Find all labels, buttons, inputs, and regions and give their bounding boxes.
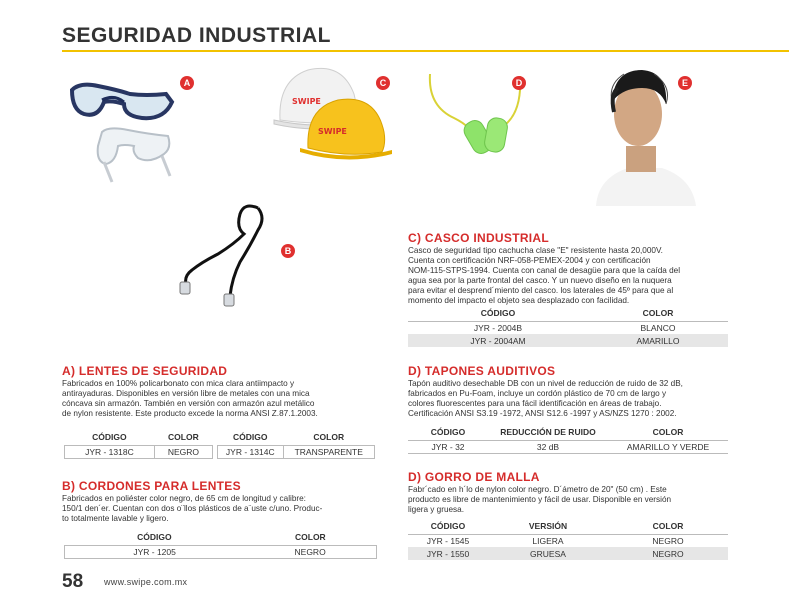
cell-code: JYR - 32 [408,440,488,453]
cell-version: GRUESA [488,547,608,560]
hardhats-image [272,60,397,165]
badge-b: B [281,244,295,258]
text-line: Fabricados en poliéster color negro, de 65 cm de longitud y calibre: [62,494,306,503]
cell-color: AMARILLO [588,334,728,347]
text-line: ligera y gruesa. [408,505,464,514]
cell-code: JYR - 2004AM [408,334,588,347]
section-a-description [62,379,382,419]
cell-code: JYR - 2004B [408,321,588,334]
text-line: Fabricados en 100% policarbonato con mica clara antiimpacto y [62,379,295,388]
text-line: NOM-115-STPS-1994. Cuenta con canal de desagüe para que la caída del [408,266,681,275]
table-row [218,445,375,458]
col-header-color: COLOR [168,432,199,443]
text-line: agua sea por la parte frontal del casco. Y un nuevo diseño en la nuquera [408,276,672,285]
table-row [408,321,728,334]
glasses-cord-image [174,200,274,312]
table-row [408,440,728,453]
table-row [65,545,377,558]
table-e [408,519,728,560]
table-d [408,425,728,454]
text-line: 150/1 den´er. Cuentan con dos o¨llos plásticos de a¨uste c/uno. Produc- [62,504,323,513]
table-row [65,445,213,458]
text-line: to totalmente lavable y ligero. [62,514,169,523]
safety-glasses-image [68,72,178,192]
section-b-description [62,494,382,524]
table-a-left [64,430,213,459]
badge-a: A [180,76,194,90]
cell-code: JYR - 1318C [65,445,155,458]
col-header-code: CÓDIGO [137,532,172,543]
badge-e: E [678,76,692,90]
helmet-brand-text: SWIPE [292,97,321,106]
text-line: cóncava sin armazón. También en versión con armazón azul metálico [62,399,315,408]
section-e-heading: D) GORRO DE MALLA [408,470,540,484]
badge-d: D [512,76,526,90]
col-header-code: CÓDIGO [92,432,127,443]
text-line: antirayaduras. Disponibles en versión libre de metales con una mica [62,389,310,398]
section-a-heading: A) LENTES DE SEGURIDAD [62,364,228,378]
col-header-code: CÓDIGO [430,427,466,438]
section-d-description [408,379,738,419]
col-header-code: CÓDIGO [233,432,268,443]
table-b [64,530,377,559]
text-line: producto es libre de mantenimiento y fácil de usar. Disponible en versión [408,495,672,504]
col-header-color: COLOR [652,427,684,438]
cell-color: TRANSPARENTE [283,445,374,458]
cell-color: NEGRO [608,534,728,547]
table-row [408,334,728,347]
text-line: Certificación ANSI S3.19 -1972, ANSI S12.6 -1997 y AS/NZS 1270 : 2002. [408,409,677,418]
text-line: fabricados en Pu-Foam, incluye un cordón plástico de 70 cm de largo y [408,389,667,398]
col-header-color: COLOR [652,521,684,532]
page-title: SEGURIDAD INDUSTRIAL [62,24,332,47]
cell-color: NEGRO [244,545,376,558]
col-header-color: COLOR [313,432,345,443]
website-url: www.swipe.com.mx [104,577,188,587]
table-row [408,534,728,547]
text-line: Fabr´cado en h´lo de nylon color negro. D´ámetro de 20" (50 cm) . Este [408,485,667,494]
title-rule [62,50,789,52]
cell-color: BLANCO [588,321,728,334]
cell-version: LIGERA [488,534,608,547]
text-line: momento del impacto el objeto sea desplazado con facilidad. [408,296,630,305]
table-a-right [217,430,375,459]
text-line: para evitar el desprend´miento del casco. los laterales de 45º para que al [408,286,674,295]
section-e-description [408,485,738,515]
col-header-color: COLOR [642,308,674,319]
col-header-noise: REDUCCIÓN DE RUIDO [500,427,596,438]
col-header-version: VERSIÓN [528,521,568,532]
col-header-code: CÓDIGO [430,521,466,532]
text-line: Casco de seguridad tipo cachucha clase "E" resistente hasta 20,000V. [408,246,663,255]
table-row [408,547,728,560]
helmet-brand-text-2: SWIPE [318,127,347,136]
section-c-description [408,246,738,306]
section-b-heading: B) CORDONES PARA LENTES [62,479,241,493]
section-c-heading: C) CASCO INDUSTRIAL [408,231,550,245]
cell-code: JYR - 1314C [218,445,284,458]
badge-c: C [376,76,390,90]
cell-noise: 32 dB [488,440,608,453]
cell-code: JYR - 1205 [65,545,245,558]
text-line: de nylon resistente. Este producto excede la norma ANSI Z.87.1.2003. [62,409,318,418]
text-line: Cuenta con certificación NRF-058-PEMEX-2004 y con certificación [408,256,651,265]
cell-color: NEGRO [154,445,212,458]
col-header-color: COLOR [295,532,326,543]
cell-color: AMARILLO Y VERDE [608,440,728,453]
page-number: 58 [62,571,84,592]
table-c [408,306,728,347]
col-header-code: CÓDIGO [480,308,516,319]
text-line: colores fluorescentes para una fácil identificación en áreas de trabajo. [408,399,662,408]
text-line: Tapón auditivo desechable DB con un nivel de reducción de ruido de 32 dB, [408,379,683,388]
cell-color: NEGRO [608,547,728,560]
cell-code: JYR - 1545 [408,534,488,547]
section-d-heading: D) TAPONES AUDITIVOS [408,364,556,378]
cell-code: JYR - 1550 [408,547,488,560]
